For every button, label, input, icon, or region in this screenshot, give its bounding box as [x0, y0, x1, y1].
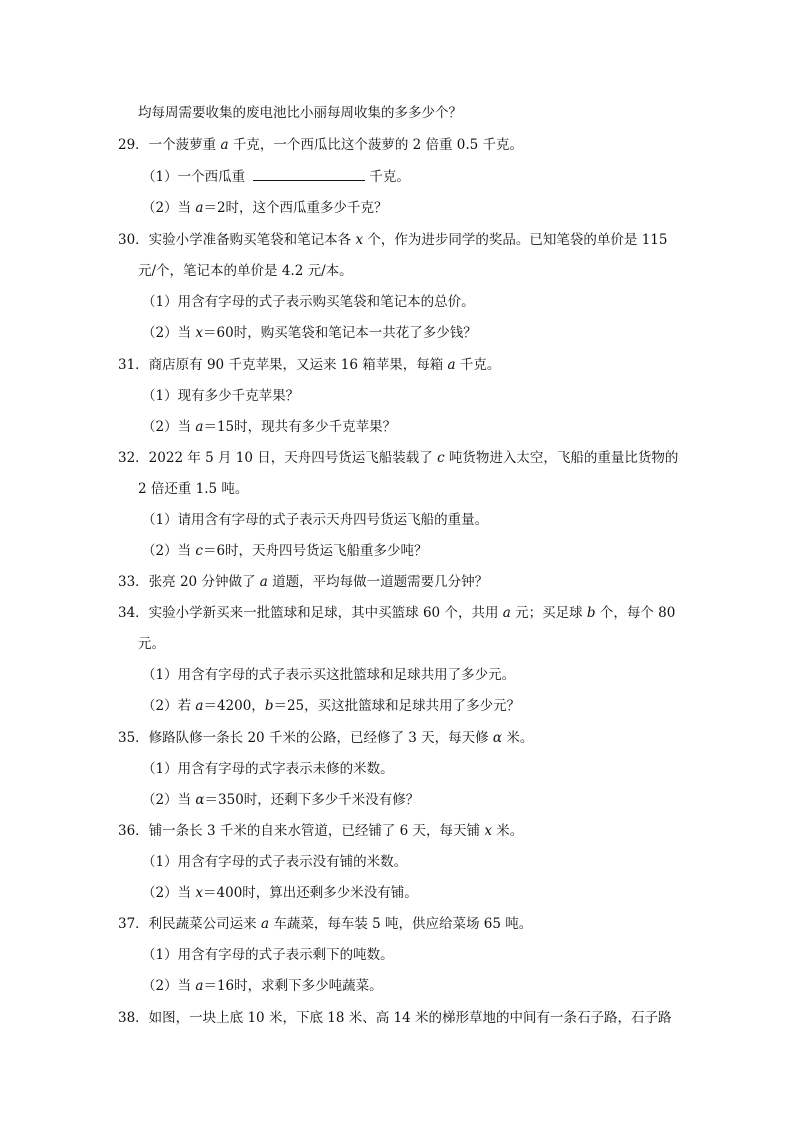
problem-30: 30．实验小学准备购买笔袋和笔记本各 x 个，作为进步同学的奖品。已知笔袋的单价是 115 — [118, 232, 668, 248]
problem-36-part-1: （1）用含有字母的式子表示没有铺的米数。 — [142, 854, 408, 870]
problem-36: 36．铺一条长 3 千米的自来水管道，已经铺了 6 天，每天铺 x 米。 — [118, 823, 524, 839]
problem-34-part-1: （1）用含有字母的式子表示买这批篮球和足球共用了多少元。 — [142, 667, 516, 683]
problem-33: 33．张亮 20 分钟做了 a 道题，平均每做一道题需要几分钟？ — [118, 574, 489, 590]
problem-29-part-1: （1）一个西瓜重 千克。 — [142, 169, 410, 185]
answer-blank[interactable] — [253, 168, 365, 181]
problem-34: 34．实验小学新买来一批篮球和足球，其中买篮球 60 个，共用 a 元；买足球 b 个，每个 80 — [118, 605, 676, 621]
problem-38: 38．如图，一块上底 10 米，下底 18 米、高 14 米的梯形草地的中间有一条石子路，石子路 — [118, 1010, 672, 1026]
problem-35: 35．修路队修一条长 20 千米的公路，已经修了 3 天，每天修 α 米。 — [118, 730, 534, 746]
continued-line: 均每周需要收集的废电池比小丽每周收集的多多少个？ — [138, 105, 462, 121]
problem-35-part-1: （1）用含有字母的式字表示未修的米数。 — [142, 761, 394, 777]
problem-32-part-2: （2）当 c＝6时，天舟四号货运飞船重多少吨？ — [142, 543, 428, 559]
problem-30-continued: 元/个，笔记本的单价是 4.2 元/本。 — [138, 263, 353, 279]
problem-30-part-2: （2）当 x＝60时，购买笔袋和笔记本一共花了多少钱？ — [142, 325, 477, 341]
problem-36-part-2: （2）当 x＝400时，算出还剩多少米没有铺。 — [142, 885, 418, 901]
problem-30-part-1: （1）用含有字母的式子表示购买笔袋和笔记本的总价。 — [142, 294, 475, 310]
problem-35-part-2: （2）当 α＝350时，还剩下多少千米没有修？ — [142, 792, 420, 808]
problem-32-part-1: （1）请用含有字母的式子表示天舟四号货运飞船的重量。 — [142, 512, 489, 528]
problem-32: 32．2022 年 5 月 10 日，天舟四号货运飞船装载了 c 吨货物进入太空，飞船的重量比货物的 — [118, 450, 679, 466]
problem-34-part-2: （2）若 a＝4200，b＝25，买这批篮球和足球共用了多少元？ — [142, 698, 521, 714]
problem-37: 37．利民蔬菜公司运来 a 车蔬菜，每车装 5 吨，供应给菜场 65 吨。 — [118, 916, 533, 932]
problem-37-part-2: （2）当 a＝16时，求剩下多少吨蔬菜。 — [142, 978, 383, 994]
problem-31-part-1: （1）现有多少千克苹果？ — [142, 388, 300, 404]
problem-29: 29．一个菠萝重 a 千克，一个西瓜比这个菠萝的 2 倍重 0.5 千克。 — [118, 137, 524, 153]
problem-34-continued: 元。 — [138, 636, 165, 652]
problem-31: 31．商店原有 90 千克苹果，又运来 16 箱苹果，每箱 a 千克。 — [118, 357, 501, 373]
problem-32-continued: 2 倍还重 1.5 吨。 — [138, 481, 249, 497]
problem-29-part-2: （2）当 a＝2时，这个西瓜重多少千克？ — [142, 200, 388, 216]
problem-31-part-2: （2）当 a＝15时，现共有多少千克苹果？ — [142, 419, 397, 435]
problem-37-part-1: （1）用含有字母的式子表示剩下的吨数。 — [142, 947, 394, 963]
